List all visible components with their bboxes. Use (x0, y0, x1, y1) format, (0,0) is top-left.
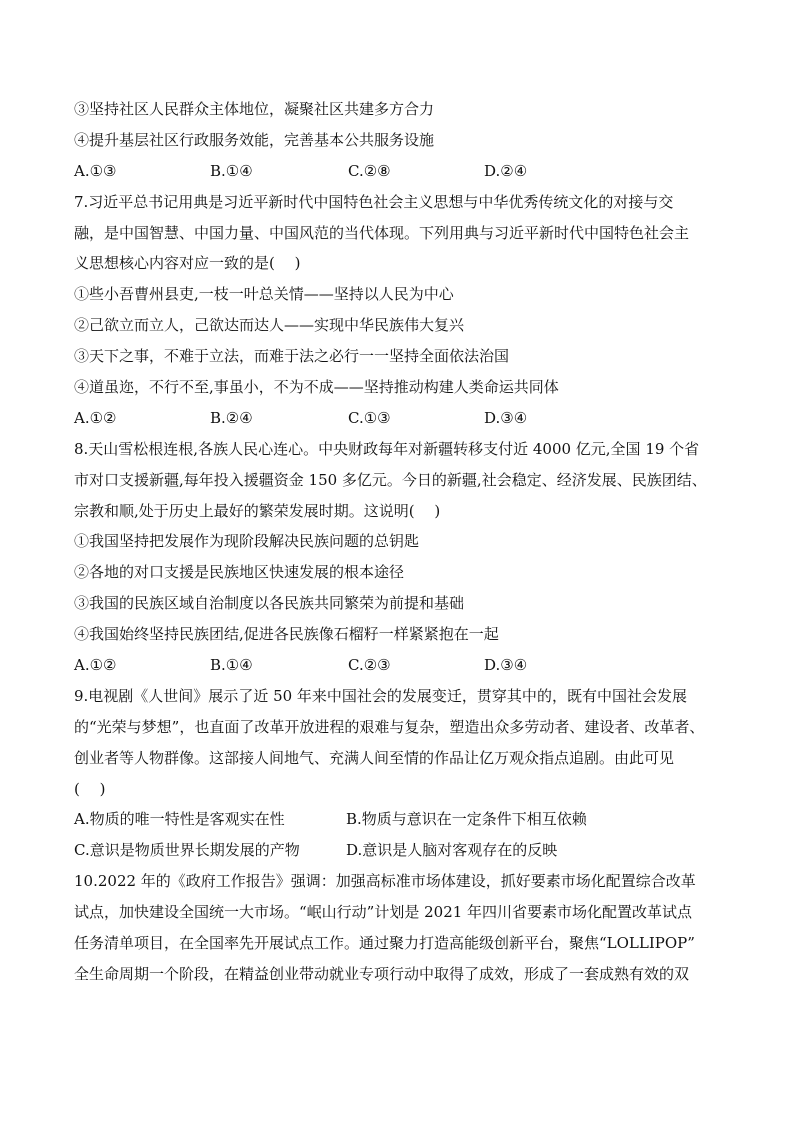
q7-item-4: ④道虽迩，不行不至,事虽小，不为不成——坚持推动构建人类命运共同体 (74, 378, 559, 397)
q8-stem-line: 市对口支援新疆,每年投入援疆资金 150 多亿元。今日的新疆,社会稳定、经济发展、民族团结、 (74, 470, 707, 489)
q9-stem-line: 创业者等人物群像。这部接人间地气、充满人间至情的作品让亿万观众指点追剧。由此可见 (74, 748, 675, 767)
q6-option-b: B.①④ (210, 161, 253, 180)
q6-option-a: A.①③ (74, 161, 117, 180)
q8-option-a: A.①② (74, 656, 117, 675)
q6-option-c: C.②⑧ (348, 161, 391, 180)
q7-stem-line: 7.习近平总书记用典是习近平新时代中国特色社会主义思想与中华优秀传统文化的对接与交 (74, 192, 674, 211)
q8-option-c: C.②③ (348, 656, 391, 675)
q7-option-b: B.②④ (210, 408, 253, 427)
q6-item-3: ③坚持社区人民群众主体地位，凝聚社区共建多方合力 (74, 100, 435, 118)
q9-options-row-1 (74, 804, 734, 835)
q7-option-c: C.①③ (348, 408, 391, 427)
q10-stem-line: 试点，加快建设全国统一大市场。“岷山行动”计划是 2021 年四川省要素市场化配置改革试点 (74, 903, 693, 922)
q8-stem-line: 8.天山雪松根连根,各族人民心连心。中央财政每年对新疆转移支付近 4000 亿元,全国 19 个省 (74, 439, 700, 458)
q8-item-1: ①我国坚持把发展作为现阶段解决民族问题的总钥匙 (74, 532, 420, 551)
q9-option-c: C.意识是物质世界长期发展的产物 (74, 841, 300, 860)
q6-item-4: ④提升基层社区行政服务效能，完善基本公共服务设施 (74, 130, 435, 149)
q8-item-2: ②各地的对口支援是民族地区快速发展的根本途径 (74, 563, 405, 582)
q9-option-d: D.意识是人脑对客观存在的反映 (346, 841, 558, 860)
q7-option-d: D.③④ (484, 408, 528, 427)
q9-stem-line: ( ) (74, 779, 106, 798)
q10-stem-line: 全生命周期一个阶段，在精益创业带动就业专项行动中取得了成效，形成了一套成熟有效的双 (74, 964, 690, 983)
q9-stem-line: 9.电视剧《人世间》展示了近 50 年来中国社会的发展变迁，贯穿其中的，既有中国社会发展 (74, 686, 687, 705)
q7-stem-line: 义思想核心内容对应一致的是( ) (74, 254, 301, 273)
q7-item-1: ①些小吾曹州县吏,一枝一叶总关情——坚持以人民为中心 (74, 285, 454, 304)
q8-options (74, 650, 734, 681)
q8-option-d: D.③④ (484, 656, 528, 675)
q6-option-d: D.②④ (484, 161, 528, 180)
exam-page (74, 94, 734, 990)
q6-options (74, 156, 734, 187)
q9-stem-line: 的“光荣与梦想”，也直面了改革开放进程的艰难与复杂，塑造出众多劳动者、建设者、改革者、 (74, 717, 705, 736)
q10-stem-line: 10.2022 年的《政府工作报告》强调：加强高标准市场体建设，抓好要素市场化配置综合改革 (74, 872, 696, 891)
q8-item-3: ③我国的民族区域自治制度以各民族共同繁荣为前提和基础 (74, 594, 465, 613)
q10-stem-line: 任务清单项目，在全国率先开展试点工作。通过聚力打造高能级创新平台，聚焦“LOLLIPOP” (74, 934, 695, 953)
q7-options (74, 403, 734, 434)
q8-stem-line: 宗教和顺,处于历史上最好的繁荣发展时期。这说明( ) (74, 501, 441, 520)
q8-item-4: ④我国始终坚持民族团结,促进各民族像石榴籽一样紧紧抱在一起 (74, 625, 499, 644)
q7-item-3: ③天下之事，不难于立法，而难于法之必行一一坚持全面依法治国 (74, 347, 510, 366)
q9-option-b: B.物质与意识在一定条件下相互依赖 (346, 810, 587, 829)
q8-option-b: B.①④ (210, 656, 253, 675)
q7-option-a: A.①② (74, 408, 117, 427)
q9-options-row-2 (74, 835, 734, 866)
q7-stem-line: 融，是中国智慧、中国力量、中国风范的当代体现。下列用典与习近平新时代中国特色社会主 (74, 223, 690, 242)
q7-item-2: ②己欲立而立人，己欲达而达人——实现中华民族伟大复兴 (74, 316, 465, 335)
q9-option-a: A.物质的唯一特性是客观实在性 (74, 810, 285, 829)
